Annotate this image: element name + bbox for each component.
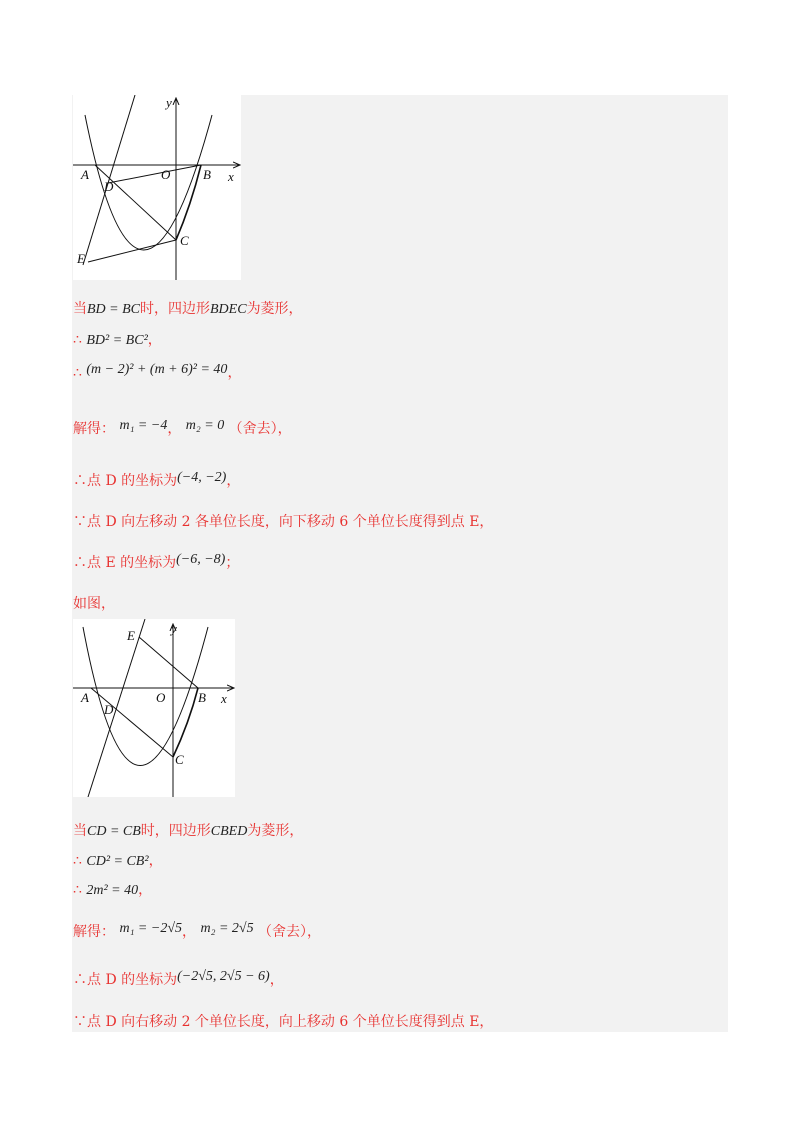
label-c-2: C	[175, 752, 184, 767]
line-10-math-1: CD² = CB²	[86, 854, 149, 869]
line-13-math-1: (−2√5, 2√5 − 6)	[177, 969, 270, 984]
line-12-math-2: m₂ = 2√5	[200, 921, 254, 936]
line-13-post: ，	[269, 972, 284, 988]
label-o-2: O	[156, 690, 166, 705]
line-4-math-2: m₂ = 0	[185, 418, 225, 433]
line-14	[73, 1012, 493, 1032]
line-11-math-1: 2m² = 40	[86, 883, 139, 898]
line-1-post: 为菱形，	[246, 301, 303, 317]
label-e: E	[77, 251, 85, 266]
line-12-mid: ，	[182, 924, 197, 940]
line-2-math-1: BD² = BC²	[86, 333, 148, 348]
line-12-math-1: m₁ = −2√5	[119, 921, 183, 936]
segment-ec	[88, 240, 176, 262]
line-8-text: 如图，	[73, 596, 115, 612]
line-de-2	[88, 619, 145, 797]
line-5-pre: ∴点 D 的坐标为	[73, 473, 178, 489]
line-4-mid: ，	[167, 421, 182, 437]
line-9-mid: 时，四边形	[140, 823, 211, 839]
line-11-pre: ∴	[73, 882, 82, 898]
line-9-post: 为菱形，	[247, 823, 304, 839]
line-2-pre: ∴	[73, 332, 82, 348]
label-y: y	[166, 95, 172, 110]
line-3-math-1: (m − 2)² + (m + 6)² = 40	[86, 362, 228, 377]
line-4-math-1: m₁ = −4	[119, 418, 168, 433]
figure-2	[73, 619, 235, 797]
line-8	[73, 594, 115, 614]
segment-db	[108, 165, 201, 183]
label-e-2: E	[127, 628, 135, 643]
line-11-post: ，	[138, 882, 153, 898]
line-1-math-1: BD = BC	[87, 302, 140, 317]
line-9-math-1: CD = CB	[87, 824, 141, 839]
line-1	[73, 299, 303, 320]
line-6-text: ∵点 D 向左移动 2 各单位长度，向下移动 6 个单位长度得到点 E，	[73, 514, 494, 530]
line-4-post: （舍去），	[228, 421, 292, 437]
line-11	[73, 880, 152, 901]
line-10	[73, 851, 163, 872]
line-3-post: ，	[227, 365, 242, 381]
figure-1	[73, 95, 241, 280]
label-x: x	[228, 169, 234, 184]
line-7-math-1: (−6, −8)	[176, 552, 226, 567]
line-4	[73, 419, 292, 440]
line-3-pre: ∴	[73, 365, 82, 381]
label-c: C	[180, 233, 189, 248]
parabola-2	[83, 627, 208, 766]
line-9-pre: 当	[73, 823, 87, 839]
line-1-math-2: BDEC	[210, 302, 247, 317]
label-o: O	[161, 167, 171, 182]
line-5-post: ，	[226, 473, 241, 489]
line-9-math-2: CBED	[210, 824, 248, 839]
line-12-post: （舍去），	[258, 924, 322, 940]
label-y-2: y	[171, 621, 177, 636]
label-d: D	[104, 179, 114, 194]
line-7-pre: ∴点 E 的坐标为	[73, 555, 177, 571]
figure-2-diagram	[73, 619, 235, 797]
line-6	[73, 512, 493, 532]
line-5-math-1: (−4, −2)	[177, 470, 227, 485]
line-9	[73, 821, 303, 842]
line-2	[73, 330, 162, 351]
label-b-2: B	[198, 690, 206, 705]
line-14-text: ∵点 D 向右移动 2 个单位长度，向上移动 6 个单位长度得到点 E，	[73, 1014, 494, 1030]
line-13	[73, 970, 284, 991]
label-x-2: x	[221, 691, 227, 706]
line-10-pre: ∴	[73, 853, 82, 869]
segment-eb-2	[139, 637, 198, 688]
segment-bc	[176, 165, 201, 240]
line-12-pre: 解得：	[73, 924, 115, 940]
line-1-mid: 时，四边形	[140, 301, 210, 317]
line-7	[73, 553, 239, 574]
line-7-post: ；	[225, 555, 240, 571]
label-a-2: A	[81, 690, 89, 705]
line-10-post: ，	[148, 853, 163, 869]
line-13-pre: ∴点 D 的坐标为	[73, 972, 178, 988]
label-a: A	[81, 167, 89, 182]
line-12	[73, 922, 321, 943]
label-b: B	[203, 167, 211, 182]
line-1-pre: 当	[73, 301, 87, 317]
label-d-2: D	[104, 702, 114, 717]
line-2-post: ，	[147, 332, 162, 348]
figure-1-diagram	[73, 95, 241, 280]
line-3	[73, 363, 241, 384]
line-5	[73, 471, 240, 492]
line-4-pre: 解得：	[73, 421, 115, 437]
